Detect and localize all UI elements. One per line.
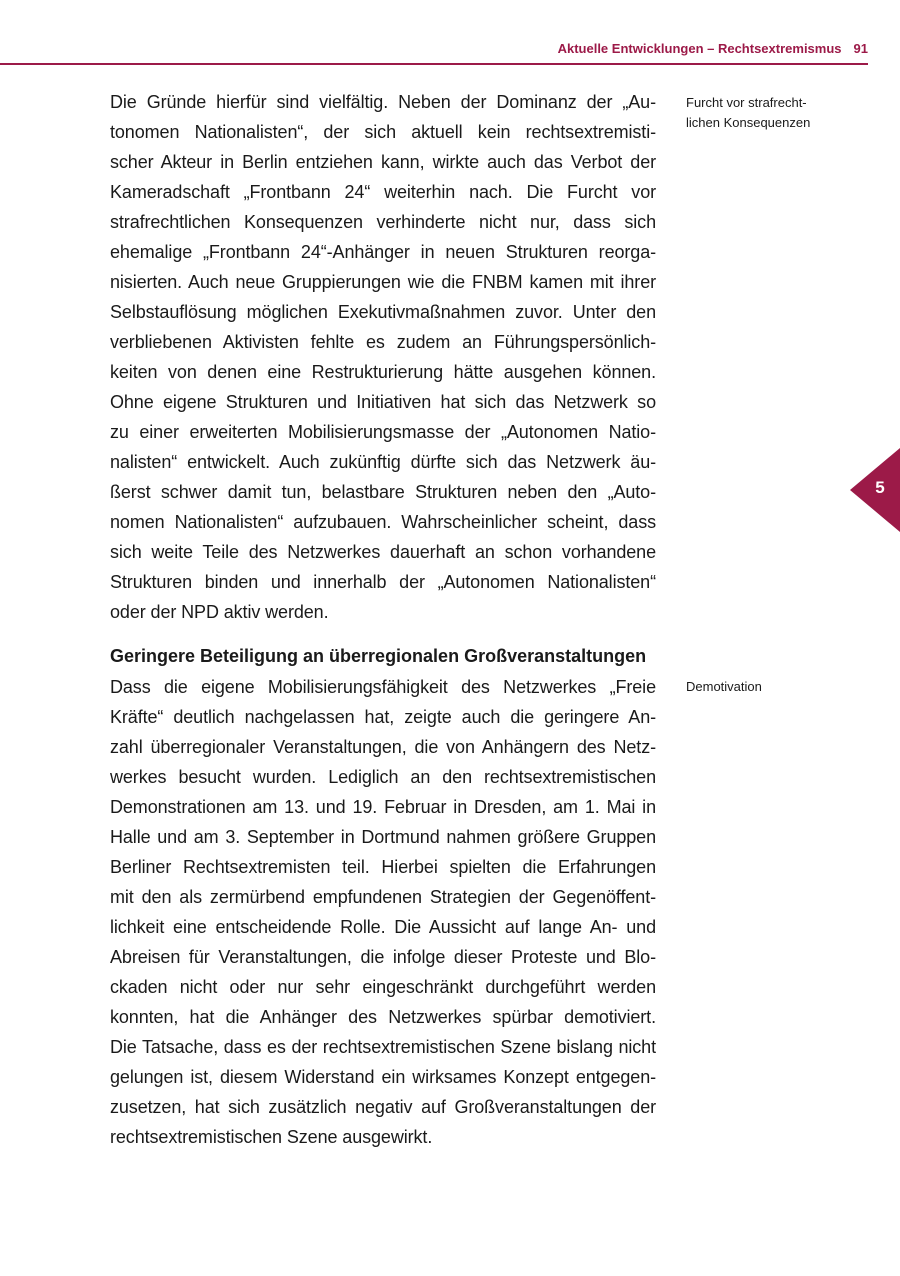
text-line: Strukturen binden und innerhalb der „Autonomen Nationalisten“ — [110, 572, 656, 592]
text-line: zahl überregionaler Veranstaltungen, die von Anhängern des Netz- — [110, 737, 656, 757]
margin-note-line: Demotivation — [686, 679, 762, 694]
text-line: nisierten. Auch neue Gruppierungen wie die FNBM kamen mit ihrer — [110, 272, 656, 292]
header-title: Aktuelle Entwicklungen – Rechtsextremismus — [557, 41, 842, 56]
text-line: nomen Nationalisten“ aufzubauen. Wahrscheinlicher scheint, dass — [110, 512, 656, 532]
header-rule — [0, 63, 868, 65]
text-line: Dass die eigene Mobilisierungsfähigkeit des Netzwerkes „Freie — [110, 677, 656, 697]
text-line: mit den als zermürbend empfundenen Strategien der Gegenöffent- — [110, 887, 656, 907]
text-line: nalisten“ entwickelt. Auch zukünftig dürfte sich das Netzwerk äu- — [110, 452, 656, 472]
text-line: Demonstrationen am 13. und 19. Februar in Dresden, am 1. Mai in — [110, 797, 656, 817]
text-line: ßerst schwer damit tun, belastbare Strukturen neben den „Auto- — [110, 482, 656, 502]
page-number: 91 — [853, 41, 868, 56]
margin-note-line: Furcht vor strafrecht- — [686, 95, 807, 110]
text-line: verbliebenen Aktivisten fehlte es zudem an Führungspersönlich- — [110, 332, 656, 352]
text-line: Selbstauflösung möglichen Exekutivmaßnahmen zuvor. Unter den — [110, 302, 656, 322]
margin-note-line: lichen Konsequenzen — [686, 115, 811, 130]
margin-note-demotivation — [686, 677, 762, 697]
text-line: oder der NPD aktiv werden. — [110, 602, 329, 622]
text-line: zu einer erweiterten Mobilisierungsmasse der „Autonomen Natio- — [110, 422, 656, 442]
text-line: tonomen Nationalisten“, der sich aktuell kein rechtsextremisti- — [110, 122, 656, 142]
chapter-number: 5 — [875, 478, 885, 497]
text-line: ehemalige „Frontbann 24“-Anhänger in neuen Strukturen reorga- — [110, 242, 656, 262]
text-line: konnten, hat die Anhänger des Netzwerkes spürbar demotiviert. — [110, 1007, 656, 1027]
text-line: lichkeit eine entscheidende Rolle. Die Aussicht auf lange An- und — [110, 917, 656, 937]
margin-note-fear — [686, 93, 810, 133]
text-line: Kräfte“ deutlich nachgelassen hat, zeigte auch die geringere An- — [110, 707, 656, 727]
text-line: ckaden nicht oder nur sehr eingeschränkt durchgeführt werden — [110, 977, 656, 997]
text-line: werkes besucht wurden. Lediglich an den rechtsextremistischen — [110, 767, 656, 787]
text-line: Die Gründe hierfür sind vielfältig. Neben der Dominanz der „Au- — [110, 92, 656, 112]
text-line: Ohne eigene Strukturen und Initiativen hat sich das Netzwerk so — [110, 392, 656, 412]
text-line: Die Tatsache, dass es der rechtsextremistischen Szene bislang nicht — [110, 1037, 656, 1057]
text-line: Halle und am 3. September in Dortmund nahmen größere Gruppen — [110, 827, 656, 847]
text-line: rechtsextremistischen Szene ausgewirkt. — [110, 1127, 433, 1147]
text-line: gelungen ist, diesem Widerstand ein wirksames Konzept entgegen- — [110, 1067, 656, 1087]
text-line: strafrechtlichen Konsequenzen verhinderte nicht nur, dass sich — [110, 212, 656, 232]
section-heading: Geringere Beteiligung an überregionalen Großveranstaltungen — [110, 646, 647, 666]
text-line: Kameradschaft „Frontbann 24“ weiterhin nach. Die Furcht vor — [110, 182, 656, 202]
text-line: Abreisen für Veranstaltungen, die infolge dieser Proteste und Blo- — [110, 947, 656, 967]
text-line: Berliner Rechtsextremisten teil. Hierbei spielten die Erfahrungen — [110, 857, 656, 877]
running-header — [558, 41, 868, 56]
text-line: zusetzen, hat sich zusätzlich negativ auf Großveranstaltungen der — [110, 1097, 656, 1117]
text-line: keiten von denen eine Restrukturierung hätte ausgehen können. — [110, 362, 656, 382]
text-line: sich weite Teile des Netzwerkes dauerhaft an schon vorhandene — [110, 542, 656, 562]
text-line: scher Akteur in Berlin entziehen kann, wirkte auch das Verbot der — [110, 152, 656, 172]
